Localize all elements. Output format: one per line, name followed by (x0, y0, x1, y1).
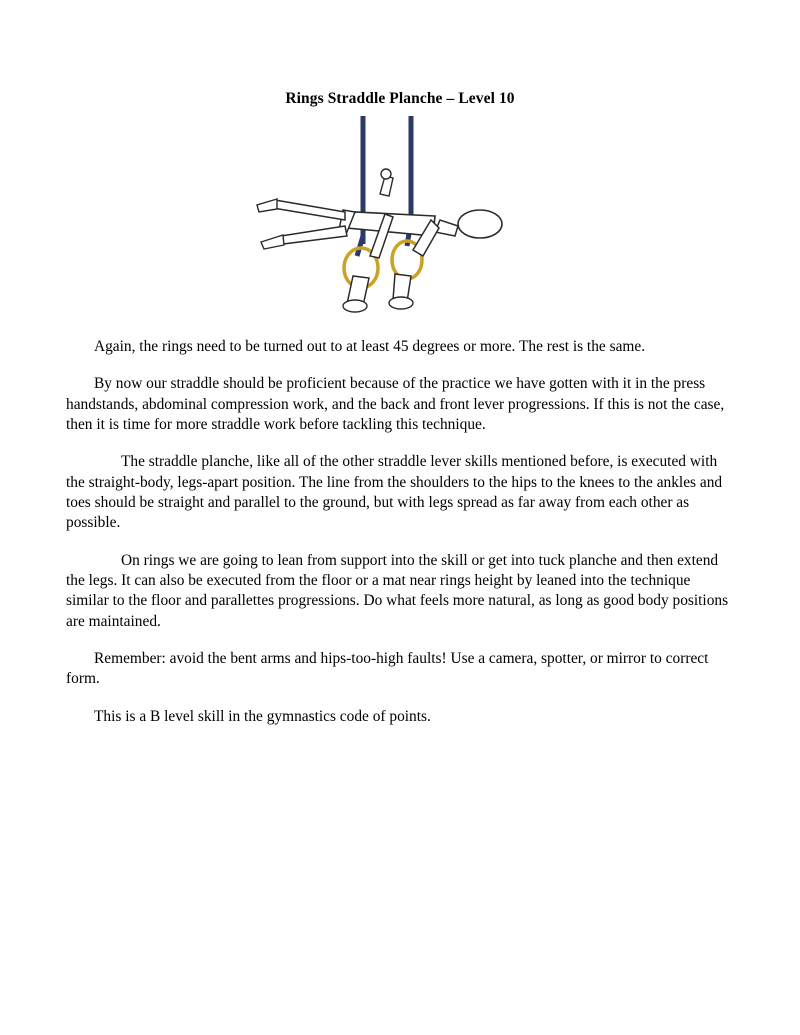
body-text (0, 337, 800, 727)
rings-straddle-planche-illustration (235, 116, 565, 316)
paragraph-5: Remember: avoid the bent arms and hips-too-high faults! Use a camera, spotter, or mirror to correct form. (66, 649, 709, 688)
hand-grip (381, 169, 391, 179)
figure-container (0, 116, 800, 321)
paragraph-6: This is a B level skill in the gymnastics code of points. (94, 707, 431, 725)
far-leg (273, 200, 345, 220)
head (458, 210, 502, 238)
paragraph-3: The straddle planche, like all of the other straddle lever skills mentioned before, is executed with the straight-body, legs-apart position. The line from the shoulders to the hips to the knees to the ankles and toes should be straight and parallel to the ground, but with legs spread as far away from each other as possible. (66, 453, 723, 532)
far-foot (257, 199, 277, 212)
page-title: Rings Straddle Planche – Level 10 (285, 90, 515, 107)
near-leg (281, 226, 347, 244)
paragraph-1: Again, the rings need to be turned out to at least 45 degrees or more. The rest is the same. (94, 338, 646, 355)
lower-right-foot (389, 297, 413, 309)
lower-left-foot (343, 300, 367, 312)
paragraph-2: By now our straddle should be proficient because of the practice we have gotten with it in the press handstands, abdominal compression work, and the back and front lever progressions. If this is not the case, then it is time for more straddle work before tackling this technique. (66, 375, 725, 433)
paragraph-4: On rings we are going to lean from support into the skill or get into tuck planche and then extend the legs. It can also be executed from the floor or a mat near rings height by leaned into the technique similar to the floor and parallettes progressions. Do what feels more natural, as long as good body positions are maintained. (66, 551, 729, 630)
near-foot (261, 235, 284, 249)
left-strap-lower (357, 236, 363, 256)
